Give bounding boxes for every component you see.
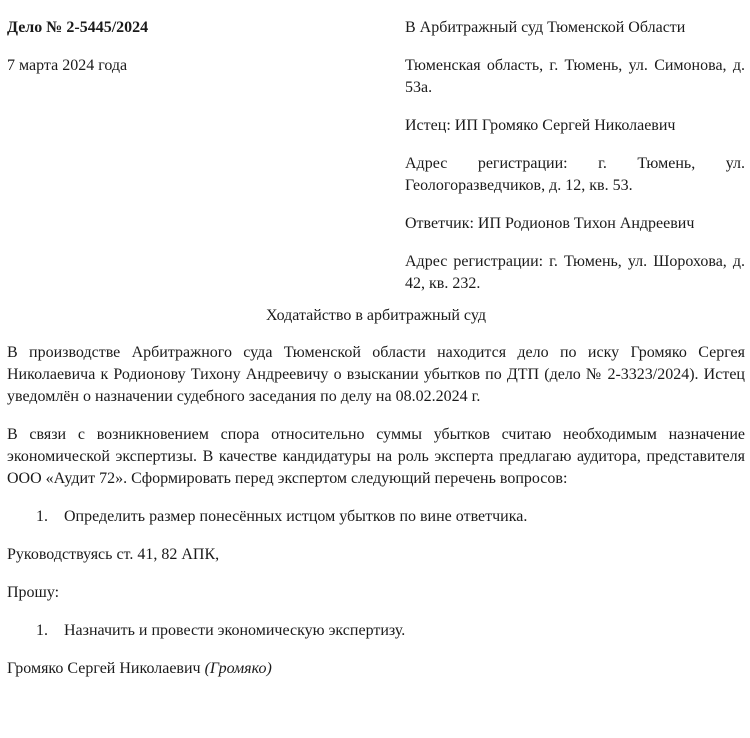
list-text: Назначить и провести экономическую экспертизу.: [64, 622, 406, 639]
list-number: 1.: [36, 622, 48, 639]
legal-basis: Руководствуясь ст. 41, 82 АПК,: [7, 546, 220, 563]
defendant-address: Адрес регистрации: г. Тюмень, ул. Шорохова, д. 42, кв. 232.: [405, 253, 745, 292]
court-address: Тюменская область, г. Тюмень, ул. Симонова, д. 53а.: [405, 57, 745, 96]
case-date: 7 марта 2024 года: [7, 57, 128, 74]
document-header: [7, 0, 745, 296]
paragraph-case-description: В производстве Арбитражного суда Тюменской области находится дело по иску Громяко Сергея Николаевича к Родионову Тихону Андреевичу о взыскании убытков по ДТП (дело № 2-3323/2024). Истец уведомлён о назначении судебного заседания по делу на 08.02.2024 г.: [7, 344, 745, 405]
plaintiff: Истец: ИП Громяко Сергей Николаевич: [405, 117, 676, 134]
plaintiff-address: Адрес регистрации: г. Тюмень, ул. Геологоразведчиков, д. 12, кв. 53.: [405, 155, 745, 194]
defendant: Ответчик: ИП Родионов Тихон Андреевич: [405, 215, 695, 232]
case-info: [7, 17, 387, 77]
signature-line: [7, 658, 745, 680]
request-list-item: [7, 620, 745, 642]
paragraph-expertise-request: В связи с возникновением спора относительно суммы убытков считаю необходимым назначение экономической экспертизы. В качестве кандидатуры на роль эксперта предлагаю аудитора, представителя ООО «Аудит 72». Сформировать перед экспертом следующий перечень вопросов:: [7, 426, 745, 487]
addressee-block: [405, 17, 745, 311]
request-label: Прошу:: [7, 584, 60, 601]
court-name: В Арбитражный суд Тюменской Области: [405, 19, 686, 36]
signature-name: Громяко Сергей Николаевич: [7, 660, 201, 677]
signature-handwritten: (Громяко): [204, 660, 272, 677]
case-number: Дело № 2-5445/2024: [7, 19, 149, 36]
question-list-item: [7, 506, 745, 528]
list-number: 1.: [36, 508, 48, 525]
document-title: Ходатайство в арбитражный суд: [266, 307, 486, 324]
document-page: [7, 0, 745, 696]
list-text: Определить размер понесённых истцом убытков по вине ответчика.: [64, 508, 528, 525]
